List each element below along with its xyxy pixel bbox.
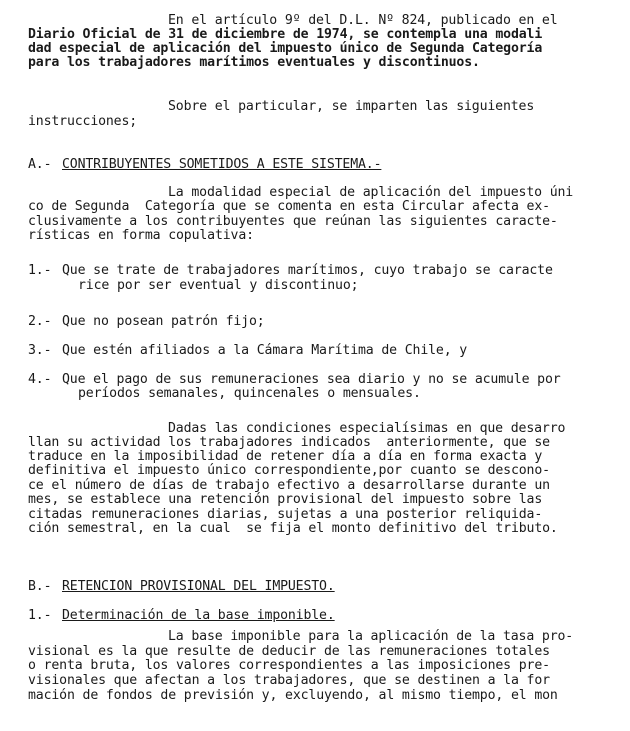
section-b-para-line-4: visionales que afectan a los trabajadores, que se destinen a la for (28, 673, 550, 688)
instructions-line-1: Sobre el particular, se imparten las siguientes (168, 99, 535, 114)
section-b-para-line-5: mación de fondos de previsión y, excluyendo, al mismo tiempo, el mon (28, 688, 558, 703)
section-b-heading: RETENCION PROVISIONAL DEL IMPUESTO. (62, 579, 335, 594)
section-b-para-line-2: visional es la que resulte de deducir de las remuneraciones totales (28, 644, 550, 659)
closing-para-line-3: traduce en la imposibilidad de retener día a día en forma exacta y (28, 449, 543, 464)
section-a-para-line-1: La modalidad especial de aplicación del impuesto úni (168, 185, 574, 200)
list-item-1-number: 1.- (28, 263, 52, 278)
closing-para-line-7: citadas remuneraciones diarias, sujetas a una posterior reliquida- (28, 507, 543, 522)
section-a-para-line-4: rísticas en forma copulativa: (28, 228, 254, 243)
intro-line-3: dad especial de aplicación del impuesto único de Segunda Categoría (28, 41, 543, 56)
section-a-para-line-2: co de Segunda Categoría que se comenta en esta Circular afecta ex- (28, 199, 550, 214)
list-item-2-number: 2.- (28, 314, 52, 329)
closing-para-line-4: definitiva el impuesto único correspondiente,por cuanto se descono- (28, 463, 550, 478)
subsection-1-number: 1.- (28, 608, 52, 623)
instructions-line-2: instrucciones; (28, 114, 138, 129)
list-item-3-number: 3.- (28, 343, 52, 358)
closing-para-line-5: ce el número de días de trabajo efectivo a desarrollarse durante un (28, 478, 550, 493)
section-a-number: A.- (28, 157, 52, 172)
intro-line-1: En el artículo 9º del D.L. Nº 824, publicado en el (168, 13, 558, 28)
list-item-1-line-1: Que se trate de trabajadores marítimos, cuyo trabajo se caracte (62, 263, 553, 278)
section-a-heading: CONTRIBUYENTES SOMETIDOS A ESTE SISTEMA.- (62, 157, 382, 172)
list-item-4-number: 4.- (28, 372, 52, 387)
list-item-4-line-2: períodos semanales, quincenales o mensuales. (78, 386, 421, 401)
section-b-para-line-3: o renta bruta, los valores correspondientes a las imposiciones pre- (28, 658, 550, 673)
subsection-1-heading: Determinación de la base imponible. (62, 608, 335, 623)
intro-line-2: Diario Oficial de 31 de diciembre de 1974, se contempla una modali (28, 27, 543, 42)
closing-para-line-6: mes, se establece una retención provisional del impuesto sobre las (28, 492, 543, 507)
list-item-3-line-1: Que estén afiliados a la Cámara Marítima de Chile, y (62, 343, 468, 358)
closing-para-line-1: Dadas las condiciones especialísimas en que desarro (168, 421, 566, 436)
list-item-1-line-2: rice por ser eventual y discontinuo; (78, 278, 359, 293)
closing-para-line-8: ción semestral, en la cual se fija el monto definitivo del tributo. (28, 521, 558, 536)
intro-line-4: para los trabajadores marítimos eventuales y discontinuos. (28, 55, 480, 70)
closing-para-line-2: llan su actividad los trabajadores indicados anteriormente, que se (28, 435, 550, 450)
section-a-para-line-3: clusivamente a los contribuyentes que reúnan las siguientes caracte- (28, 214, 558, 229)
section-b-number: B.- (28, 579, 52, 594)
list-item-4-line-1: Que el pago de sus remuneraciones sea diario y no se acumule por (62, 372, 561, 387)
list-item-2-line-1: Que no posean patrón fijo; (62, 314, 265, 329)
section-b-para-line-1: La base imponible para la aplicación de la tasa pro- (168, 629, 574, 644)
